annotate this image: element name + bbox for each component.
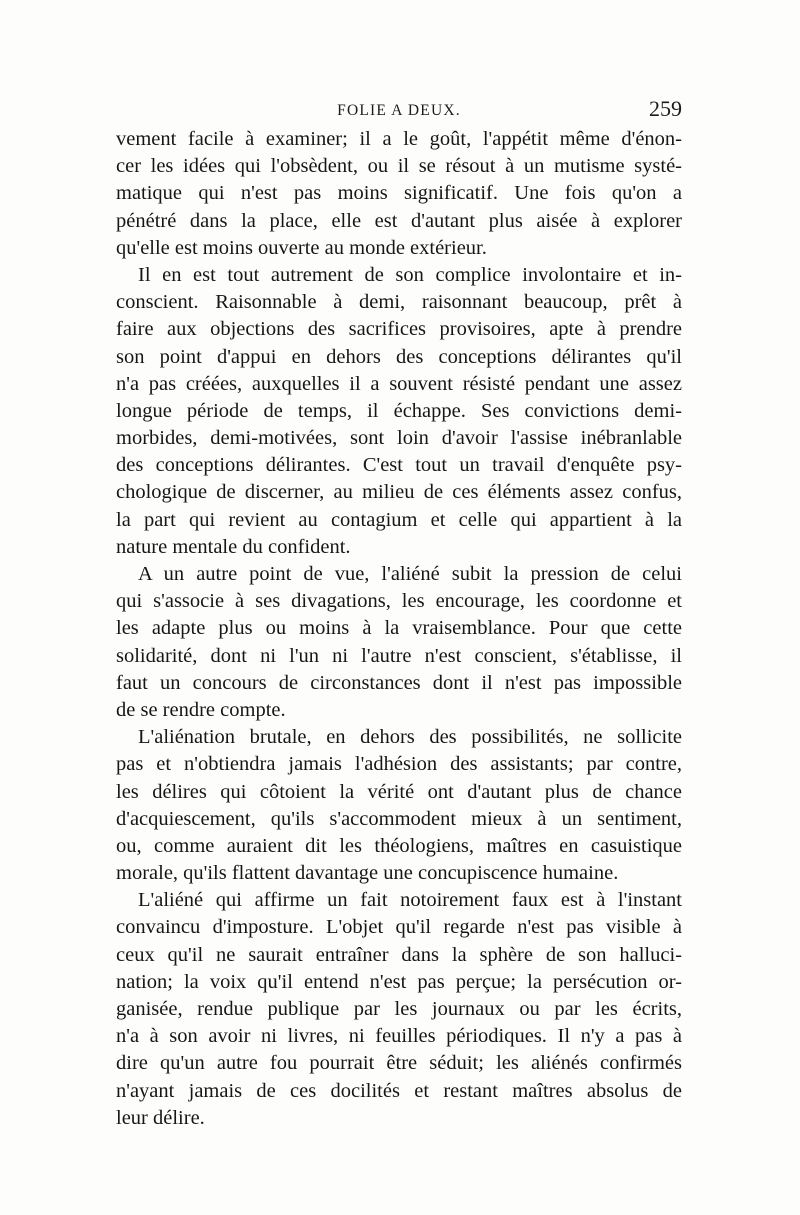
text-line: ceux qu'il ne saurait entraîner dans la sphère de son halluci- bbox=[116, 943, 682, 966]
text-line: faire aux objections des sacrifices provisoires, apte à prendre bbox=[116, 318, 682, 341]
text-line: nation; la voix qu'il entend n'est pas perçue; la persécution or- bbox=[116, 970, 682, 993]
text-line: n'a à son avoir ni livres, ni feuilles périodiques. Il n'y a pas à bbox=[116, 1025, 682, 1048]
text-line: matique qui n'est pas moins significatif. Une fois qu'on a bbox=[116, 182, 682, 205]
text-line: L'aliéné qui affirme un fait notoirement faux est à l'instant bbox=[138, 889, 682, 912]
text-line: pénétré dans la place, elle est d'autant plus aisée à explorer bbox=[116, 209, 682, 232]
text-line: chologique de discerner, au milieu de ces éléments assez confus, bbox=[116, 481, 682, 504]
text-line: ou, comme auraient dit les théologiens, maîtres en casuistique bbox=[116, 834, 682, 857]
text-line: d'acquiescement, qu'ils s'accommodent mieux à un sentiment, bbox=[116, 807, 682, 830]
text-line: cer les idées qui l'obsèdent, ou il se résout à un mutisme systé- bbox=[116, 155, 682, 178]
text-line: morbides, demi-motivées, sont loin d'avoir l'assise inébranlable bbox=[116, 427, 682, 450]
text-line: n'a pas créées, auxquelles il a souvent résisté pendant une assez bbox=[116, 372, 682, 395]
text-line: qu'elle est moins ouverte au monde extérieur. bbox=[116, 236, 487, 259]
text-line: convaincu d'imposture. L'objet qu'il regarde n'est pas visible à bbox=[116, 916, 682, 939]
body-text bbox=[116, 126, 682, 1132]
text-line: de se rendre compte. bbox=[116, 698, 286, 721]
text-line: ganisée, rendue publique par les journaux ou par les écrits, bbox=[116, 998, 682, 1020]
paragraph bbox=[116, 561, 682, 724]
text-line: morale, qu'ils flattent davantage une concupiscence humaine. bbox=[116, 862, 619, 885]
text-line: faut un concours de circonstances dont il n'est pas impossible bbox=[116, 671, 682, 694]
page-number: 259 bbox=[649, 96, 682, 121]
text-line: dire qu'un autre fou pourrait être séduit; les aliénés confirmés bbox=[116, 1052, 682, 1075]
running-head bbox=[116, 96, 682, 126]
text-line: n'ayant jamais de ces docilités et restant maîtres absolus de bbox=[116, 1079, 682, 1102]
text-line: la part qui revient au contagium et celle qui appartient à la bbox=[116, 508, 682, 531]
paragraph bbox=[116, 724, 682, 887]
text-line: les adapte plus ou moins à la vraisemblance. Pour que cette bbox=[116, 617, 682, 640]
text-line: A un autre point de vue, l'aliéné subit la pression de celui bbox=[138, 563, 682, 585]
text-line: solidarité, dont ni l'un ni l'autre n'est conscient, s'établisse, il bbox=[116, 644, 682, 667]
text-line: L'aliénation brutale, en dehors des possibilités, ne sollicite bbox=[138, 726, 682, 749]
text-line: conscient. Raisonnable à demi, raisonnant beaucoup, prêt à bbox=[116, 291, 682, 314]
text-line: son point d'appui en dehors des conceptions délirantes qu'il bbox=[116, 345, 682, 368]
text-line: Il en est tout autrement de son complice involontaire et in- bbox=[138, 263, 682, 286]
text-line: pas et n'obtiendra jamais l'adhésion des assistants; par contre, bbox=[116, 753, 682, 776]
text-line: vement facile à examiner; il a le goût, l'appétit même d'énon- bbox=[116, 128, 682, 150]
text-line: longue période de temps, il échappe. Ses convictions demi- bbox=[116, 399, 682, 422]
text-line: nature mentale du confident. bbox=[116, 535, 351, 558]
text-line: qui s'associe à ses divagations, les encourage, les coordonne et bbox=[116, 590, 682, 613]
text-line: des conceptions délirantes. C'est tout un travail d'enquête psy- bbox=[116, 454, 682, 477]
paragraph bbox=[116, 262, 682, 561]
paragraph bbox=[116, 126, 682, 262]
paragraph bbox=[116, 887, 682, 1132]
text-line: leur délire. bbox=[116, 1106, 205, 1129]
text-line: les délires qui côtoient la vérité ont d'autant plus de chance bbox=[116, 780, 682, 803]
running-title: FOLIE A DEUX. bbox=[337, 102, 461, 119]
